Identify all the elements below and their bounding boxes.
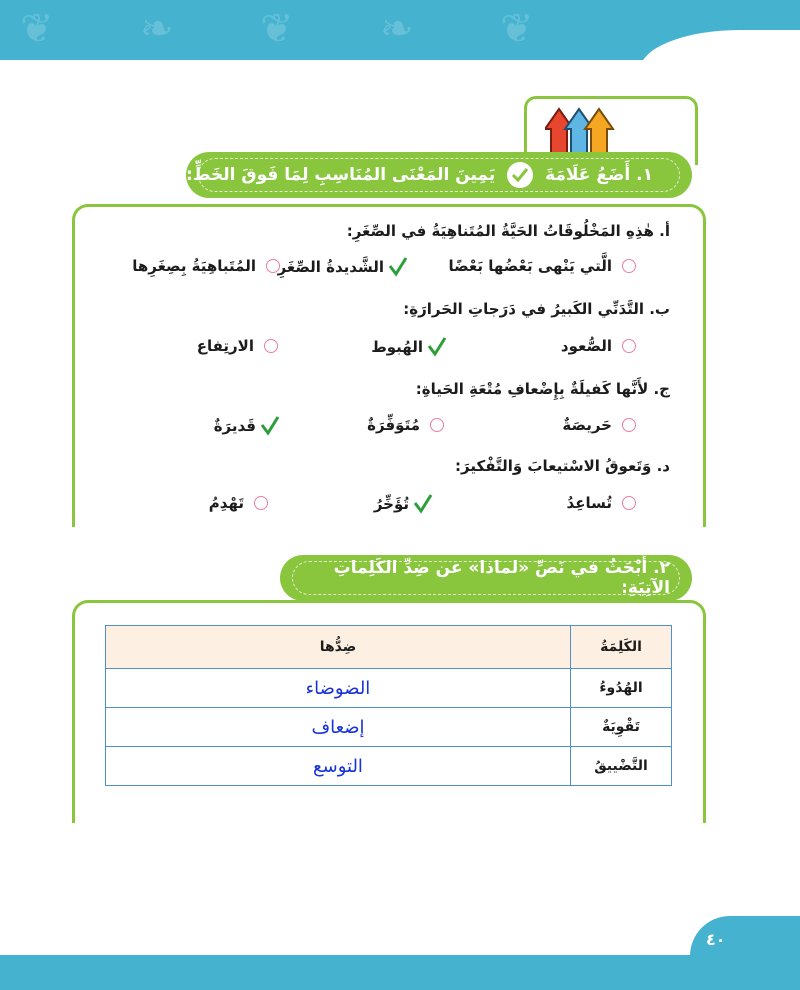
- circle-option-icon: [622, 259, 636, 273]
- circle-option-icon: [430, 418, 444, 432]
- option-label: تُساعِدُ: [566, 494, 612, 512]
- decor-motif: ❧: [380, 6, 414, 52]
- decor-motif: ❧: [140, 6, 174, 52]
- item-b-option-2[interactable]: [371, 337, 447, 357]
- word-cell: تَقْوِيَةٌ: [571, 708, 672, 747]
- item-b-option-1[interactable]: [561, 337, 636, 355]
- item-a-option-3[interactable]: [132, 257, 280, 275]
- item-a-option-1[interactable]: [449, 257, 637, 275]
- question-1-title-end: يَمِينَ المَعْنَى المُنَاسِبِ لِمَا فَوقَ الخَطِّ:: [186, 165, 496, 185]
- question-1-title: [186, 162, 675, 188]
- header-wave: [640, 30, 800, 60]
- option-label: الهُبوط: [371, 338, 423, 356]
- answer-cell[interactable]: التوسع: [106, 747, 571, 786]
- circle-option-icon: [266, 259, 280, 273]
- decor-motif: ❦: [260, 6, 294, 52]
- answer-cell[interactable]: الضوضاء: [106, 669, 571, 708]
- header-band: [0, 0, 800, 60]
- circle-option-icon: [254, 496, 268, 510]
- check-mark-icon: [413, 494, 433, 514]
- option-label: المُتَباهِيَةُ بِصِغَرِها: [132, 257, 256, 275]
- table-row: [106, 708, 672, 747]
- option-label: حَريصَةٌ: [562, 416, 612, 434]
- word-cell: التَّضْييقُ: [571, 747, 672, 786]
- check-mark-icon: [427, 337, 447, 357]
- item-b-option-3[interactable]: [197, 337, 278, 355]
- item-c-option-3[interactable]: [214, 416, 280, 436]
- circle-option-icon: [264, 339, 278, 353]
- check-mark-icon: [388, 257, 408, 277]
- circle-option-icon: [622, 496, 636, 510]
- page-number: ٤٠: [706, 930, 726, 949]
- question-1-banner: [186, 152, 692, 198]
- antonyms-table: [105, 625, 672, 786]
- option-label: مُتَوَفِّرَةٌ: [367, 416, 420, 434]
- column-header-antonym: ضِدُّها: [106, 626, 571, 669]
- check-mark-icon: [260, 416, 280, 436]
- item-d-option-1[interactable]: [567, 494, 636, 512]
- option-label: الشَّديدةُ الصِّغَرِ: [277, 258, 384, 276]
- table-row: [106, 747, 672, 786]
- footer-band: [0, 955, 800, 990]
- option-label: تُؤَخِّرُ: [373, 495, 409, 513]
- three-arrows-up-icon: [545, 105, 625, 159]
- item-a-option-2[interactable]: [278, 257, 408, 277]
- item-d-option-2[interactable]: [374, 494, 433, 514]
- check-mark-icon: [507, 162, 533, 188]
- item-d-option-3[interactable]: [209, 494, 268, 512]
- decor-motif: ❦: [20, 6, 54, 52]
- question-2-banner: [280, 555, 692, 601]
- item-b-label: ب. التَّدَنِّي الكَبيرُ في دَرَجاتِ الحَرارَةِ:: [403, 300, 670, 318]
- option-label: الَّتي يَنْهى بَعْضُها بَعْضًا: [448, 257, 612, 275]
- option-label: الصُّعود: [560, 337, 612, 355]
- circle-option-icon: [622, 418, 636, 432]
- answer-cell[interactable]: إضعاف: [106, 708, 571, 747]
- option-label: تَهْدِمُ: [208, 494, 244, 512]
- item-a-label: أ. هٰذِهِ المَخْلُوقَاتُ الحَيَّةُ المُتَناهِيَةُ في الصِّغَرِ:: [346, 222, 670, 240]
- option-label: الارتِفاع: [196, 337, 254, 355]
- option-label: قَديرَةٌ: [213, 417, 256, 435]
- word-cell: الهُدُوءُ: [571, 669, 672, 708]
- item-d-label: د. وَتَعوقُ الاسْتيعابَ وَالتَّفْكيرَ:: [455, 457, 670, 475]
- item-c-label: ج. لأَنَّها كَفيلَةٌ بِإِضْعافِ مُتْعَةِ الحَياةِ:: [415, 380, 670, 398]
- table-header-row: [106, 626, 672, 669]
- question-1-title-start: ١. أَضَعُ عَلَامَةَ: [545, 165, 653, 185]
- question-1-panel: [72, 204, 706, 527]
- item-c-option-1[interactable]: [562, 416, 636, 434]
- decor-motif: ❦: [500, 6, 534, 52]
- question-2-title: ٢. أَبْحَثُ في نَصِّ «لماذا» عن ضِدِّ الكَلِماتِ الآتِيَةِ:: [333, 558, 670, 598]
- table-row: [106, 669, 672, 708]
- column-header-word: الكَلِمَةُ: [571, 626, 672, 669]
- circle-option-icon: [622, 339, 636, 353]
- item-c-option-2[interactable]: [367, 416, 444, 434]
